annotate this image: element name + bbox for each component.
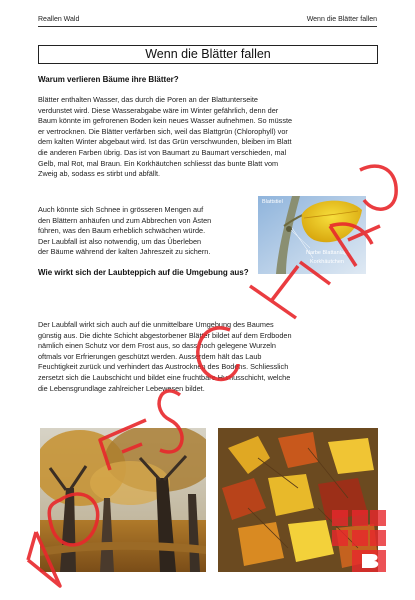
page-header [38,15,377,27]
paragraph-line: Feuchtigkeit zurück und verhindert das Austrocknen des Bodens. Schliesslich [38,362,289,372]
paragraph-line: oftmals vor Erfrierungen geschützt werden. Ausserdem hält das Laub [38,351,262,361]
fallen-leaves-photo [218,428,378,572]
autumn-park-photo [40,428,206,572]
paragraph-line: Blätter enthalten Wasser, das durch die Poren an der Blattunterseite [38,95,258,104]
fallen-leaves-drawing [218,428,378,572]
paragraph-line: Zweig ab, sodass es stirbt und abfällt. [38,169,161,179]
paragraph-line: dem kalten Winter abgebaut wird. Ist das Grün verschwunden, bleiben im Blatt [38,137,292,147]
paragraph-line: der Bäume während der kalten Jahreszeit zu sichern. [38,247,211,257]
paragraph-line: Der Laubfall ist also notwendig, um das Überleben [38,236,202,246]
autumn-park-drawing [40,428,206,572]
section1-paragraph2 [38,205,266,258]
paragraph-line: den Blättern anhäufen und zum Abbrechen von Ästen [38,215,212,225]
paragraph-line: Gelb, mal Rot, mal Braun. Ein Korkhäutchen schliesst das bunte Blatt vom [38,158,279,168]
leaf-stem-illustration [258,196,366,274]
section2-heading: Wie wirkt sich der Laubteppich auf die Umgebung aus? [38,268,249,277]
paragraph-line: verdunstet wird. Diese Wasserabgabe wäre im Winter gefährlich, denn der [38,105,279,115]
header-right-text: Wenn die Blätter fallen [306,16,377,23]
paragraph-line: Auch könnte sich Schnee in grösseren Mengen auf [38,205,204,214]
paragraph-line: Der Laubfall wirkt sich auch auf die unmittelbare Umgebung des Baumes [38,320,274,329]
section2-paragraph [38,320,378,394]
caption-narbe: Narbe Blattanlage [306,250,351,256]
paragraph-line: zersetzt sich die Laubschicht und bildet eine fruchtbare Humusschicht, welche [38,372,291,382]
section1-heading: Warum verlieren Bäume ihre Blätter? [38,75,179,84]
section1-paragraph1 [38,95,378,180]
paragraph-line: günstig aus. Die dichte Schicht abgestorbener Blätter bildet auf dem Erdboden [38,330,292,340]
paragraph-line: er vertrocknen. Die Blätter verfärben sich, weil das Blattgrün (Chlorophyll) vor [38,126,288,136]
page-title: Wenn die Blätter fallen [38,45,378,64]
paragraph-line: nämlich einen Schutz vor dem Frost aus, so dass hoch gelegene Wurzeln [38,341,276,351]
caption-blattstiel: Blattstiel [262,199,283,205]
header-left-text: Reallen Wald [38,16,80,23]
caption-korkhaeutchen: Korkhäutchen [310,259,344,265]
paragraph-line: die Lebensgrundlage zahlreicher Lebewesen bildet. [38,383,205,393]
paragraph-line: führen, was den Baum erheblich schwächen würde. [38,226,206,236]
paragraph-line: Baum könnte im gefrorenen Boden kein neues Wasser aufnehmen. So müsste [38,116,293,126]
paragraph-line: die anderen Farben übrig. Das ist von Baumart zu Baumart verschieden, mal [38,147,287,157]
